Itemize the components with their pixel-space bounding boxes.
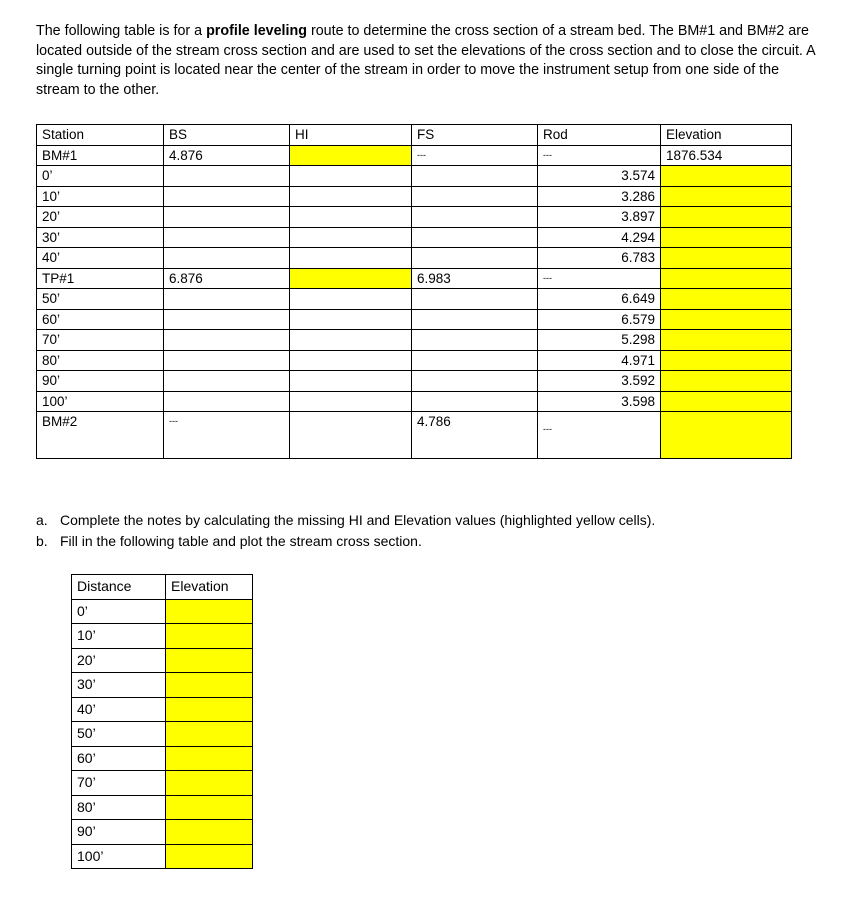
column-header: HI xyxy=(290,125,412,146)
elevation-input-cell[interactable] xyxy=(166,624,253,649)
elevation-input-cell[interactable] xyxy=(166,673,253,698)
hi-cell xyxy=(290,207,412,228)
distance-cell: 10’ xyxy=(72,624,166,649)
table-row xyxy=(37,227,792,248)
elevation-cell[interactable] xyxy=(661,350,792,371)
rod-cell: 3.592 xyxy=(538,371,661,392)
elevation-input-cell[interactable] xyxy=(166,795,253,820)
elevation-cell[interactable] xyxy=(661,289,792,310)
hi-cell xyxy=(290,289,412,310)
elevation-cell[interactable] xyxy=(661,412,792,459)
fs-cell xyxy=(412,371,538,392)
station-cell: 30’ xyxy=(37,227,164,248)
intro-text-1: The following table is for a xyxy=(36,23,207,39)
elevation-input-cell[interactable] xyxy=(166,599,253,624)
bs-cell xyxy=(164,350,290,371)
table-row xyxy=(72,673,253,698)
station-cell: 0’ xyxy=(37,166,164,187)
distance-cell: 30’ xyxy=(72,673,166,698)
rod-cell: 6.649 xyxy=(538,289,661,310)
grid-header-row xyxy=(72,575,253,600)
hi-cell xyxy=(290,371,412,392)
hi-cell[interactable] xyxy=(290,268,412,289)
question-a xyxy=(36,510,655,531)
elevation-cell[interactable] xyxy=(661,268,792,289)
question-letter: a. xyxy=(36,512,48,528)
hi-cell xyxy=(290,166,412,187)
table-row xyxy=(72,648,253,673)
rod-cell: 3.574 xyxy=(538,166,661,187)
notes-header-row xyxy=(37,125,792,146)
fs-cell xyxy=(412,330,538,351)
elevation-cell[interactable] xyxy=(661,227,792,248)
cross-section-table xyxy=(71,574,253,869)
station-cell: 70’ xyxy=(37,330,164,351)
table-row xyxy=(37,350,792,371)
table-row xyxy=(72,844,253,869)
table-row xyxy=(72,771,253,796)
station-cell: 40’ xyxy=(37,248,164,269)
distance-cell: 50’ xyxy=(72,722,166,747)
bs-cell: --- xyxy=(164,412,290,459)
distance-cell: 70’ xyxy=(72,771,166,796)
distance-cell: 80’ xyxy=(72,795,166,820)
fs-cell xyxy=(412,186,538,207)
bs-cell xyxy=(164,391,290,412)
question-text: Complete the notes by calculating the missing HI and Elevation values (highlighted yellow cells). xyxy=(60,512,656,528)
rod-cell: --- xyxy=(538,145,661,166)
column-header: Station xyxy=(37,125,164,146)
table-row xyxy=(72,746,253,771)
elevation-cell[interactable] xyxy=(661,248,792,269)
rod-cell: 4.294 xyxy=(538,227,661,248)
column-header: Elevation xyxy=(661,125,792,146)
question-letter: b. xyxy=(36,533,48,549)
question-text: Fill in the following table and plot the stream cross section. xyxy=(60,533,422,549)
table-row xyxy=(37,207,792,228)
table-row xyxy=(37,268,792,289)
rod-cell: --- xyxy=(538,268,661,289)
column-header: FS xyxy=(412,125,538,146)
elevation-cell[interactable] xyxy=(661,309,792,330)
elevation-cell[interactable] xyxy=(661,207,792,228)
intro-paragraph xyxy=(36,22,826,100)
table-row xyxy=(37,145,792,166)
elevation-input-cell[interactable] xyxy=(166,648,253,673)
hi-cell xyxy=(290,330,412,351)
hi-cell xyxy=(290,309,412,330)
elevation-input-cell[interactable] xyxy=(166,746,253,771)
station-cell: 50’ xyxy=(37,289,164,310)
fs-cell: 4.786 xyxy=(412,412,538,459)
elevation-input-cell[interactable] xyxy=(166,697,253,722)
hi-cell xyxy=(290,248,412,269)
distance-cell: 90’ xyxy=(72,820,166,845)
table-row xyxy=(72,697,253,722)
rod-cell: 6.783 xyxy=(538,248,661,269)
fs-cell: --- xyxy=(412,145,538,166)
elevation-input-cell[interactable] xyxy=(166,820,253,845)
elevation-cell[interactable] xyxy=(661,186,792,207)
table-row xyxy=(37,186,792,207)
rod-cell: 3.286 xyxy=(538,186,661,207)
station-cell: 10’ xyxy=(37,186,164,207)
elevation-cell[interactable] xyxy=(661,166,792,187)
station-cell: 80’ xyxy=(37,350,164,371)
hi-cell[interactable] xyxy=(290,145,412,166)
hi-cell xyxy=(290,227,412,248)
elevation-input-cell[interactable] xyxy=(166,771,253,796)
fs-cell xyxy=(412,350,538,371)
question-b xyxy=(36,531,655,552)
bs-cell xyxy=(164,227,290,248)
rod-cell: 4.971 xyxy=(538,350,661,371)
bs-cell xyxy=(164,330,290,351)
fs-cell xyxy=(412,227,538,248)
table-row xyxy=(72,820,253,845)
fs-cell: 6.983 xyxy=(412,268,538,289)
station-cell: BM#1 xyxy=(37,145,164,166)
station-cell: 20’ xyxy=(37,207,164,228)
station-cell: BM#2 xyxy=(37,412,164,459)
table-row xyxy=(37,412,792,459)
table-row xyxy=(37,391,792,412)
column-header: Rod xyxy=(538,125,661,146)
distance-cell: 40’ xyxy=(72,697,166,722)
table-row xyxy=(37,330,792,351)
elevation-cell[interactable] xyxy=(661,391,792,412)
hi-cell xyxy=(290,412,412,459)
elevation-input-cell[interactable] xyxy=(166,722,253,747)
bs-cell xyxy=(164,166,290,187)
bs-cell xyxy=(164,248,290,269)
leveling-notes-table xyxy=(36,124,792,459)
bs-cell: 6.876 xyxy=(164,268,290,289)
bs-cell xyxy=(164,186,290,207)
fs-cell xyxy=(412,391,538,412)
elevation-input-cell[interactable] xyxy=(166,844,253,869)
distance-cell: 20’ xyxy=(72,648,166,673)
question-list xyxy=(36,510,655,552)
column-header: Distance xyxy=(72,575,166,600)
fs-cell xyxy=(412,207,538,228)
hi-cell xyxy=(290,350,412,371)
rod-cell: 3.598 xyxy=(538,391,661,412)
table-row xyxy=(72,795,253,820)
table-row xyxy=(37,166,792,187)
fs-cell xyxy=(412,309,538,330)
bs-cell xyxy=(164,207,290,228)
intro-bold-term: profile leveling xyxy=(206,23,307,39)
station-cell: 100’ xyxy=(37,391,164,412)
station-cell: TP#1 xyxy=(37,268,164,289)
fs-cell xyxy=(412,166,538,187)
bs-cell xyxy=(164,309,290,330)
table-row xyxy=(37,371,792,392)
distance-cell: 60’ xyxy=(72,746,166,771)
elevation-cell[interactable] xyxy=(661,330,792,351)
distance-cell: 0’ xyxy=(72,599,166,624)
station-cell: 60’ xyxy=(37,309,164,330)
rod-cell: 6.579 xyxy=(538,309,661,330)
table-row xyxy=(72,722,253,747)
rod-cell: --- xyxy=(538,412,661,459)
table-row xyxy=(72,624,253,649)
hi-cell xyxy=(290,186,412,207)
intro-text-2: route to determine the cross section of a stream bed. The BM#1 and BM#2 are located outside of the stream cross section and are used to set the elevations of the cross section and to close the circuit. A single turning point is located near the center of the stream in order to move the instrument setup from one side of the stream to the other. xyxy=(36,23,815,98)
rod-cell: 5.298 xyxy=(538,330,661,351)
table-row xyxy=(37,289,792,310)
distance-cell: 100’ xyxy=(72,844,166,869)
rod-cell: 3.897 xyxy=(538,207,661,228)
table-row xyxy=(72,599,253,624)
bs-cell xyxy=(164,289,290,310)
column-header: BS xyxy=(164,125,290,146)
fs-cell xyxy=(412,289,538,310)
table-row xyxy=(37,248,792,269)
hi-cell xyxy=(290,391,412,412)
bs-cell xyxy=(164,371,290,392)
column-header: Elevation xyxy=(166,575,253,600)
table-row xyxy=(37,309,792,330)
fs-cell xyxy=(412,248,538,269)
station-cell: 90’ xyxy=(37,371,164,392)
bs-cell: 4.876 xyxy=(164,145,290,166)
elevation-cell: 1876.534 xyxy=(661,145,792,166)
elevation-cell[interactable] xyxy=(661,371,792,392)
